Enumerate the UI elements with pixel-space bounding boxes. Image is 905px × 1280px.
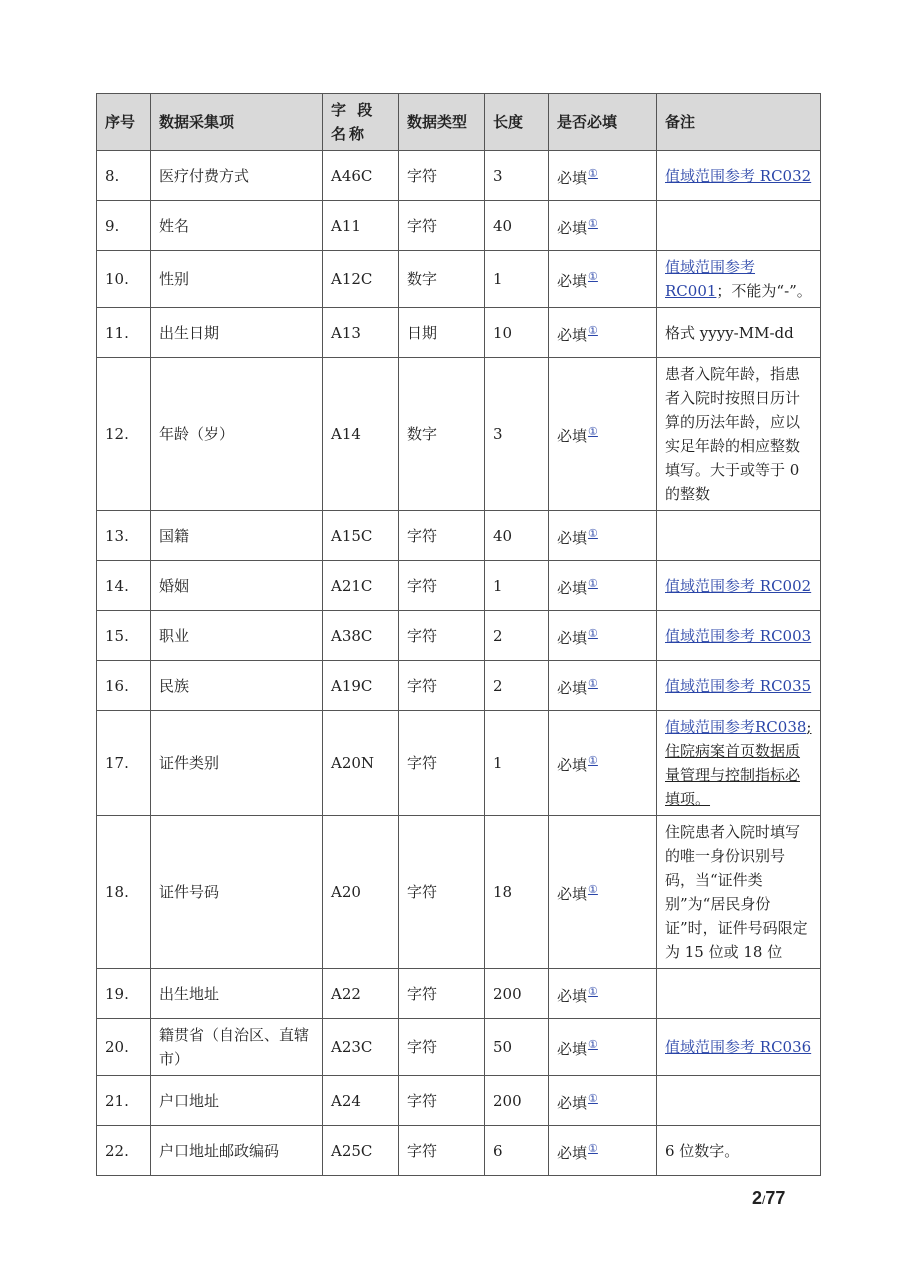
header-note: 备注 <box>657 94 821 151</box>
cell-seq: 21. <box>97 1076 151 1126</box>
required-footnote-link[interactable]: ① <box>588 526 598 540</box>
cell-field-name: A21C <box>323 561 399 611</box>
cell-data-type: 字符 <box>399 969 485 1019</box>
header-field-name: 字 段 名称 <box>323 94 399 151</box>
cell-data-type: 字符 <box>399 816 485 969</box>
required-footnote-link[interactable]: ① <box>588 270 598 283</box>
cell-note <box>657 561 821 611</box>
cell-item: 性别 <box>151 251 323 308</box>
cell-data-type: 字符 <box>399 711 485 816</box>
required-footnote-link[interactable]: ① <box>588 323 598 337</box>
cell-required <box>549 358 657 511</box>
cell-note <box>657 308 821 358</box>
cell-note <box>657 358 821 511</box>
value-range-link[interactable]: 值域范围参考 RC035 <box>665 676 812 695</box>
cell-item: 户口地址邮政编码 <box>151 1126 323 1176</box>
cell-length: 10 <box>485 308 549 358</box>
header-data-type: 数据类型 <box>399 94 485 151</box>
cell-field-name: A20 <box>323 816 399 969</box>
cell-note <box>657 611 821 661</box>
cell-seq: 9. <box>97 201 151 251</box>
cell-field-name: A14 <box>323 358 399 511</box>
cell-item: 出生日期 <box>151 308 323 358</box>
note-text: ;住院病案首页数据质量管理与控制指标必填项。 <box>665 718 812 808</box>
cell-required <box>549 151 657 201</box>
required-footnote-link[interactable]: ① <box>588 754 598 767</box>
value-range-link[interactable]: 值域范围参考 RC032 <box>665 166 812 185</box>
header-item: 数据采集项 <box>151 94 323 151</box>
cell-field-name: A11 <box>323 201 399 251</box>
cell-note <box>657 511 821 561</box>
cell-length: 50 <box>485 1019 549 1076</box>
table-body <box>97 151 821 1176</box>
cell-item: 医疗付费方式 <box>151 151 323 201</box>
required-footnote-link[interactable]: ① <box>588 883 598 896</box>
cell-seq: 12. <box>97 358 151 511</box>
required-footnote-link[interactable]: ① <box>588 1038 598 1051</box>
cell-data-type: 字符 <box>399 511 485 561</box>
table-row <box>97 816 821 969</box>
table-row <box>97 251 821 308</box>
cell-item: 证件号码 <box>151 816 323 969</box>
required-footnote-link[interactable]: ① <box>588 425 598 438</box>
note-text: ；不能为“-”。 <box>716 282 812 300</box>
cell-note <box>657 816 821 969</box>
cell-required <box>549 661 657 711</box>
cell-required <box>549 251 657 308</box>
cell-data-type: 字符 <box>399 1076 485 1126</box>
cell-data-type: 字符 <box>399 561 485 611</box>
table-row <box>97 151 821 201</box>
cell-length: 1 <box>485 251 549 308</box>
table-row <box>97 1076 821 1126</box>
cell-required <box>549 1126 657 1176</box>
table-row <box>97 611 821 661</box>
page-current: 2 <box>752 1188 763 1208</box>
required-label: 必填 <box>557 628 588 647</box>
cell-seq: 15. <box>97 611 151 661</box>
cell-note <box>657 1126 821 1176</box>
table-row <box>97 511 821 561</box>
value-range-link[interactable]: 值域范围参考RC001 <box>665 258 756 300</box>
cell-seq: 22. <box>97 1126 151 1176</box>
required-footnote-link[interactable]: ① <box>588 576 598 590</box>
page-total: 77 <box>765 1188 786 1208</box>
required-label: 必填 <box>557 528 588 547</box>
cell-required <box>549 201 657 251</box>
required-label: 必填 <box>557 885 588 903</box>
cell-note <box>657 151 821 201</box>
cell-required <box>549 711 657 816</box>
cell-note <box>657 661 821 711</box>
required-label: 必填 <box>557 986 588 1005</box>
cell-required <box>549 1076 657 1126</box>
table-row <box>97 711 821 816</box>
cell-seq: 16. <box>97 661 151 711</box>
cell-field-name: A25C <box>323 1126 399 1176</box>
cell-required <box>549 511 657 561</box>
cell-field-name: A46C <box>323 151 399 201</box>
cell-field-name: A19C <box>323 661 399 711</box>
cell-seq: 17. <box>97 711 151 816</box>
required-footnote-link[interactable]: ① <box>588 216 598 230</box>
cell-length: 1 <box>485 561 549 611</box>
cell-field-name: A23C <box>323 1019 399 1076</box>
cell-seq: 19. <box>97 969 151 1019</box>
required-footnote-link[interactable]: ① <box>588 166 598 180</box>
cell-seq: 20. <box>97 1019 151 1076</box>
header-length: 长度 <box>485 94 549 151</box>
note-text: 住院患者入院时填写的唯一身份识别号码，当“证件类别”为“居民身份证”时，证件号码限定为 15 位或 18 位 <box>665 823 808 961</box>
cell-note <box>657 1019 821 1076</box>
required-footnote-link[interactable]: ① <box>588 984 598 998</box>
cell-length: 3 <box>485 151 549 201</box>
header-seq: 序号 <box>97 94 151 151</box>
cell-seq: 14. <box>97 561 151 611</box>
value-range-link[interactable]: 值域范围参考RC038 <box>665 718 807 736</box>
cell-item: 年龄（岁） <box>151 358 323 511</box>
cell-note <box>657 201 821 251</box>
cell-length: 40 <box>485 201 549 251</box>
cell-data-type: 字符 <box>399 661 485 711</box>
note-text: 患者入院年龄，指患者入院时按照日历计算的历法年龄，应以实足年龄的相应整数填写。大于或等于 0 的整数 <box>665 365 801 503</box>
data-items-table <box>96 93 821 1176</box>
cell-data-type: 日期 <box>399 308 485 358</box>
required-label: 必填 <box>557 272 588 290</box>
cell-required <box>549 969 657 1019</box>
cell-field-name: A20N <box>323 711 399 816</box>
table-row <box>97 201 821 251</box>
cell-field-name: A13 <box>323 308 399 358</box>
required-label: 必填 <box>557 325 588 344</box>
required-label: 必填 <box>557 168 588 187</box>
cell-data-type: 字符 <box>399 201 485 251</box>
cell-required <box>549 1019 657 1076</box>
cell-seq: 18. <box>97 816 151 969</box>
cell-required <box>549 816 657 969</box>
cell-item: 职业 <box>151 611 323 661</box>
cell-length: 6 <box>485 1126 549 1176</box>
required-footnote-link[interactable]: ① <box>588 626 598 640</box>
required-footnote-link[interactable]: ① <box>588 676 598 690</box>
cell-data-type: 字符 <box>399 611 485 661</box>
required-footnote-link[interactable]: ① <box>588 1091 598 1105</box>
table-row <box>97 358 821 511</box>
cell-length: 200 <box>485 1076 549 1126</box>
cell-required <box>549 308 657 358</box>
cell-data-type: 数字 <box>399 251 485 308</box>
note-text: 格式 yyyy-MM-dd <box>665 323 794 342</box>
required-label: 必填 <box>557 578 588 597</box>
cell-note <box>657 711 821 816</box>
cell-item: 国籍 <box>151 511 323 561</box>
table-row <box>97 561 821 611</box>
cell-field-name: A12C <box>323 251 399 308</box>
cell-note <box>657 969 821 1019</box>
cell-item: 出生地址 <box>151 969 323 1019</box>
cell-seq: 10. <box>97 251 151 308</box>
table-row <box>97 969 821 1019</box>
required-label: 必填 <box>557 1040 588 1058</box>
required-label: 必填 <box>557 756 588 774</box>
cell-seq: 8. <box>97 151 151 201</box>
cell-field-name: A38C <box>323 611 399 661</box>
cell-data-type: 字符 <box>399 1126 485 1176</box>
cell-note <box>657 251 821 308</box>
page-separator: / <box>762 1193 766 1207</box>
cell-item: 婚姻 <box>151 561 323 611</box>
required-label: 必填 <box>557 678 588 697</box>
cell-item: 姓名 <box>151 201 323 251</box>
cell-length: 40 <box>485 511 549 561</box>
cell-length: 2 <box>485 611 549 661</box>
cell-item: 民族 <box>151 661 323 711</box>
required-label: 必填 <box>557 218 588 237</box>
cell-required <box>549 611 657 661</box>
cell-note <box>657 1076 821 1126</box>
cell-length: 200 <box>485 969 549 1019</box>
cell-required <box>549 561 657 611</box>
cell-length: 18 <box>485 816 549 969</box>
table-header-row <box>97 94 821 151</box>
note-text: 6 位数字。 <box>665 1141 740 1160</box>
cell-field-name: A15C <box>323 511 399 561</box>
page-number <box>752 1188 785 1209</box>
cell-item: 户口地址 <box>151 1076 323 1126</box>
cell-seq: 13. <box>97 511 151 561</box>
table-row <box>97 1126 821 1176</box>
value-range-link[interactable]: 值域范围参考 RC003 <box>665 626 812 645</box>
cell-length: 1 <box>485 711 549 816</box>
cell-item: 籍贯省（自治区、直辖市） <box>151 1019 323 1076</box>
cell-field-name: A22 <box>323 969 399 1019</box>
table-row <box>97 1019 821 1076</box>
cell-data-type: 字符 <box>399 1019 485 1076</box>
required-label: 必填 <box>557 427 588 445</box>
table-row <box>97 308 821 358</box>
required-footnote-link[interactable]: ① <box>588 1141 598 1155</box>
value-range-link[interactable]: 值域范围参考 RC002 <box>665 576 812 595</box>
required-label: 必填 <box>557 1143 588 1162</box>
value-range-link[interactable]: 值域范围参考 RC036 <box>665 1038 812 1056</box>
required-label: 必填 <box>557 1093 588 1112</box>
table-row <box>97 661 821 711</box>
cell-data-type: 数字 <box>399 358 485 511</box>
cell-field-name: A24 <box>323 1076 399 1126</box>
cell-length: 3 <box>485 358 549 511</box>
cell-length: 2 <box>485 661 549 711</box>
cell-item: 证件类别 <box>151 711 323 816</box>
cell-data-type: 字符 <box>399 151 485 201</box>
cell-seq: 11. <box>97 308 151 358</box>
header-required: 是否必填 <box>549 94 657 151</box>
